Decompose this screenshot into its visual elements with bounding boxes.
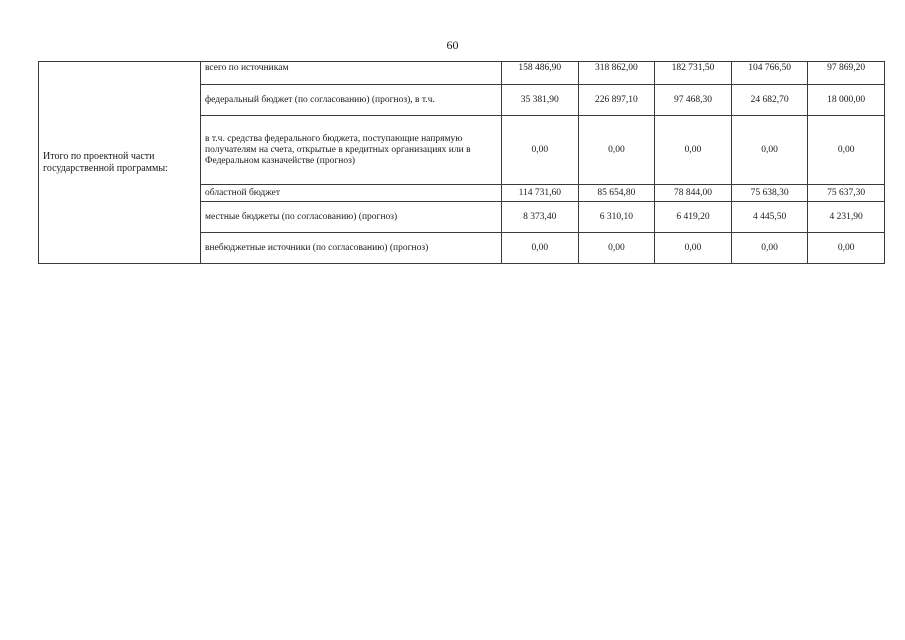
page-number: 60 xyxy=(446,38,459,52)
group-label: Итого по проектной части государственной программы: xyxy=(39,62,201,264)
funding-source-label: областной бюджет xyxy=(201,185,502,202)
value-cell: 0,00 xyxy=(578,233,655,264)
value-cell: 226 897,10 xyxy=(578,85,655,116)
value-cell: 0,00 xyxy=(655,116,732,185)
value-cell: 85 654,80 xyxy=(578,185,655,202)
value-cell: 182 731,50 xyxy=(655,62,732,85)
value-cell: 114 731,60 xyxy=(502,185,579,202)
value-cell: 0,00 xyxy=(578,116,655,185)
value-cell: 4 231,90 xyxy=(808,202,885,233)
value-cell: 104 766,50 xyxy=(731,62,808,85)
funding-source-label: всего по источникам xyxy=(201,62,502,85)
value-cell: 6 419,20 xyxy=(655,202,732,233)
value-cell: 75 638,30 xyxy=(731,185,808,202)
value-cell: 0,00 xyxy=(808,116,885,185)
value-cell: 75 637,30 xyxy=(808,185,885,202)
value-cell: 97 468,30 xyxy=(655,85,732,116)
value-cell: 0,00 xyxy=(731,116,808,185)
value-cell: 0,00 xyxy=(731,233,808,264)
value-cell: 158 486,90 xyxy=(502,62,579,85)
value-cell: 18 000,00 xyxy=(808,85,885,116)
value-cell: 0,00 xyxy=(502,233,579,264)
funding-source-label: в т.ч. средства федерального бюджета, поступающие напрямую получателям на счета, открытые в кредитных организациях или в Федеральном казначействе (прогноз) xyxy=(201,116,502,185)
value-cell: 318 862,00 xyxy=(578,62,655,85)
funding-source-label: федеральный бюджет (по согласованию) (прогноз), в т.ч. xyxy=(201,85,502,116)
value-cell: 6 310,10 xyxy=(578,202,655,233)
budget-table xyxy=(38,61,885,264)
funding-source-label: местные бюджеты (по согласованию) (прогноз) xyxy=(201,202,502,233)
value-cell: 0,00 xyxy=(655,233,732,264)
value-cell: 4 445,50 xyxy=(731,202,808,233)
value-cell: 0,00 xyxy=(808,233,885,264)
funding-source-label: внебюджетные источники (по согласованию) (прогноз) xyxy=(201,233,502,264)
value-cell: 97 869,20 xyxy=(808,62,885,85)
value-cell: 8 373,40 xyxy=(502,202,579,233)
value-cell: 24 682,70 xyxy=(731,85,808,116)
value-cell: 78 844,00 xyxy=(655,185,732,202)
value-cell: 0,00 xyxy=(502,116,579,185)
table-row xyxy=(39,62,885,85)
value-cell: 35 381,90 xyxy=(502,85,579,116)
